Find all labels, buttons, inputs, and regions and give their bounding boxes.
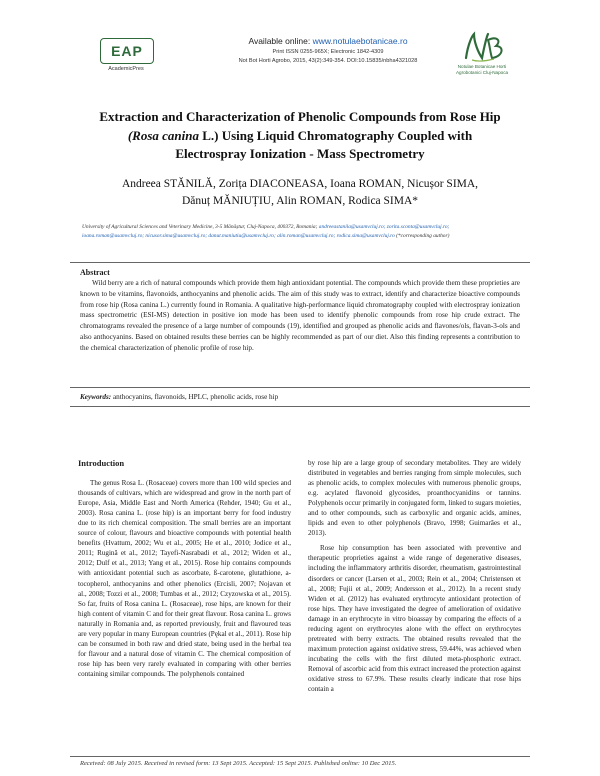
right-paragraph-2: Rose hip consumption has been associated with preventive and therapeutic proprieties against a wide range of degenerative diseases, including the inflammatory arthritis disorder, rheumatism, gastrointestinal disorders or cancer (Larsen et al., 2003; Rein et al., 2004; Christensen et al., 2008; Fujii et al., 2009; Andersson et al., 2012). In a recent study Widen et al. (2012) has evaluated erythrocyte antioxidant protection of rose hips. They have investigated the degree of amelioration of oxidative damage in an erythrocyte in vitro bioassay by comparing the effects of a reducing agent on erythrocytes alone with the effect on erythrocytes pretreated with berry extracts. The obtained results revealed that the maximum protection against oxidative stress, 59.44%, was achieved when incubating the cells with the first diluted meta-phosphoric extract. Removal of ascorbic acid from this extract increased the protection against oxidative stress to 67.9%. These results clearly indicate that rose hips contain a [308, 544, 521, 694]
title-line-1: Extraction and Characterization of Phenolic Compounds from Rose Hip [99, 109, 501, 124]
keywords-list: anthocyanins, flavonoids, HPLC, phenolic acids, rose hip [111, 393, 279, 401]
title-line-3: Electrospray Ionization - Mass Spectrometry [175, 146, 425, 161]
abstract-heading: Abstract [80, 268, 110, 277]
keywords [80, 393, 520, 401]
issn-line: Print ISSN 0255-965X; Electronic 1842-4309 [272, 49, 384, 55]
right-paragraph-1: by rose hip are a large group of secondary metabolites. They are widely distributed in vegetables and berries ranging from simple molecules, such as phenolic acids, to complex molecules with numerous phenolic groups, e.g. acylated flavonoid glycosides, proanthocyanidins or tannins. Polyphenols occur primarily in conjugated form, linked to sugars moieties, and to other compounds, such as carboxylic and organic acids, amines, lipids and even to other polyphenols (Bravo, 1998; Guimarães et al., 2013). [308, 459, 521, 538]
introduction-heading: Introduction [78, 458, 125, 468]
title-line-2-rest: L.) Using Liquid Chromatography Coupled with [198, 127, 473, 143]
article-title [70, 108, 530, 164]
availability-label: Available online: [248, 36, 313, 46]
author-list [70, 176, 530, 210]
affiliation-address: University of Agricultural Sciences and Veterinary Medicine, 3-5 Mănăștur, Cluj-Napoca, 400372, Romania; [82, 224, 318, 230]
publication-info [188, 36, 468, 64]
footer-rule [70, 756, 530, 757]
keywords-label: Keywords: [80, 393, 112, 401]
abstract-top-rule [70, 262, 530, 263]
journal-logo [452, 30, 532, 80]
publisher-logo-mark: EAP [100, 38, 154, 64]
abstract-text: Wild berry are a rich of natural compounds which provide them high antioxidant potential. The compounds which provide them these proprieties are known to be vitamins, flavonoids, anthocyanins and phenolic acids. The aim of this study was to extract, identify and characterize bioactive compounds from rose hip (Rosa canina L.) currently found in Romania. A qualitative high-performance liquid chromatography coupled with electrospray ionization mass spectrometric (ESI-MS) detection in positive ion mode has been used to identify phenolic compounds from rose hip crude extract. The chromatograms revealed the presence of a large number of compounds (19), identified and grouped as phenolic acids and flavones/ols, flavan-3-ols and also anthocyanins. Based on obtained results these berries can be highly recommended as part of our diet. Also this finding represents a contribution to the chemical characterization of phenolic profile of rose hip. [80, 279, 520, 352]
title-line-2 [70, 127, 530, 146]
article-dates: Received: 08 July 2015. Received in revised form: 13 Sept 2015. Accepted: 15 Sept 2015. Published online: 10 Dec 2015. [80, 760, 397, 767]
abstract-bottom-rule [70, 387, 530, 388]
body-left-column [78, 458, 291, 684]
corresponding-author-note: (*corresponding author) [394, 233, 450, 239]
body-right-column [308, 458, 521, 699]
publisher-logo [100, 38, 160, 74]
availability-line [188, 36, 468, 46]
journal-logo-caption: Notulae Botanicae Horti Agrobotanici Cluj-Napoca [455, 64, 509, 75]
affiliation-emails-2[interactable]: ioana.roman@usamvcluj.ro; nicusor.sima@usamvcluj.ro; danut.maniutiu@usamvcluj.ro; alin.roman@usamvcluj.ro; rodica.sima@usamvcluj.ro [82, 233, 395, 239]
intro-paragraph-1: The genus Rosa L. (Rosaceae) covers more than 100 wild species and thousands of cultivars, which are widespread and grow in the north part of Europe, Asia, Middle East and North America (Rehder, 1940; Gu et al., 2003). Rosa canina L. (rose hip) is an important berry for food industry due to its rich chemical composition. The small berries are an important source of colour, flavours and bioactive compounds with potential health benefits (Hvattum, 2002; Wu et al., 2005; He et al., 2010; Jodice et al., 2011; Rugină et al., 2012; Tayefi-Nasrabadi et al., 2012; Widen et al., 2012; Dulf et al., 2013; Yang et al., 2015). Rose hip contains compounds with antioxidant potential such as ascorbate, ß-carotene, glutathione, a-tocopherol, anthocyanins and other phenolics (Ercisli, 2007; Nojavan et al., 2008; Tozzi et al., 2008; Tumbas et al., 2012; Czyzowska et al., 2015). So far, fruits of Rosa canina L. (Rosaceae), rose hips, are known for their high content of vitamin C and for their great flavour. Rosa canina L. grows naturally in Romania and, as reported previously, fruit and flavoured teas are very popular in many European countries (Pękal et al., 2011). Rose hip can be consumed in both raw and dried state, being used in the herbal tea for flavour and a natural dose of vitamin C. The chemical composition of rose hip has been very rarely evaluated in comparing with other berries containing similar compounds. The polyphenols contained [78, 479, 291, 678]
journal-url-link[interactable]: www.notulaebotanicae.ro [312, 36, 408, 46]
keywords-rule [70, 406, 530, 407]
publisher-logo-caption: AcademicPres [108, 66, 144, 72]
journal-logo-mark-icon [452, 30, 512, 64]
title-species-italic: (Rosa canina [127, 127, 199, 143]
authors-line-2: Dănuț MĂNIUȚIU, Alin ROMAN, Rodica SIMA* [181, 195, 419, 207]
authors-line-1: Andreea STĂNILĂ, Zorița DIACONEASA, Ioana ROMAN, Nicușor SIMA, [121, 178, 479, 190]
affiliation-emails-1[interactable]: andreeastanila@usamvcluj.ro; zorita.sconta@usamvcluj.ro; [317, 224, 450, 230]
citation-line: Not Bot Horti Agrobo, 2015, 43(2):349-354. DOI:10.15835/nbha4321028 [238, 58, 418, 64]
affiliation [82, 223, 522, 241]
